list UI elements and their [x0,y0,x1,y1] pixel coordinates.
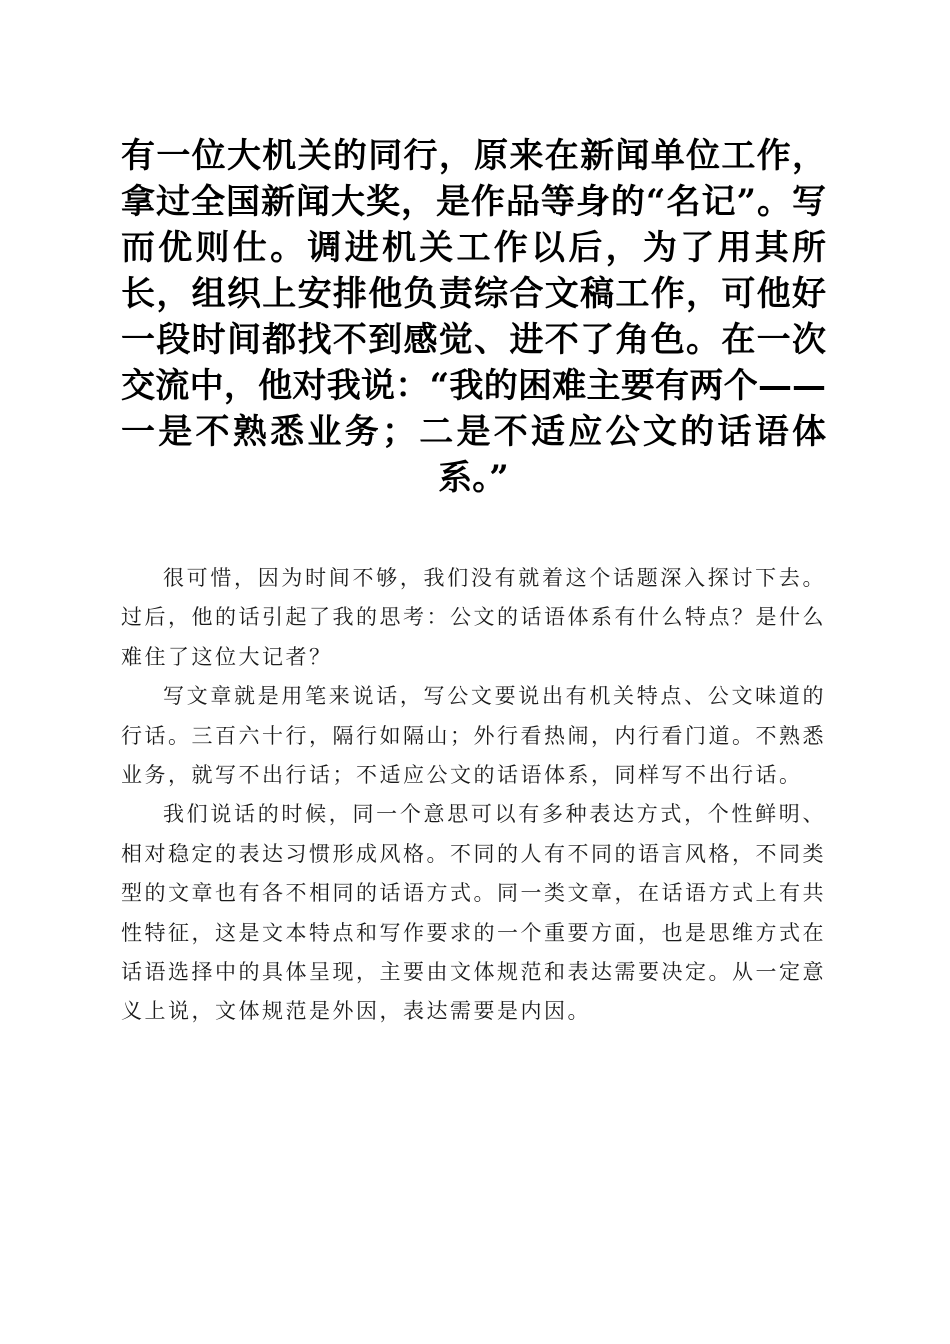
body-text [121,559,826,1032]
paragraph-2: 写文章就是用笔来说话，写公文要说出有机关特点、公文味道的行话。三百六十行，隔行如隔山；外行看热闹，内行看门道。不熟悉业务，就写不出行话；不适应公文的话语体系，同样写不出行话。 [121,684,826,788]
document-page [121,133,826,1032]
paragraph-1: 很可惜，因为时间不够，我们没有就着这个话题深入探讨下去。过后，他的话引起了我的思考：公文的话语体系有什么特点？是什么难住了这位大记者？ [121,566,826,669]
lead-heading: 有一位大机关的同行，原来在新闻单位工作，拿过全国新闻大奖，是作品等身的“名记”。写而优则仕。调进机关工作以后，为了用其所长，组织上安排他负责综合文稿工作，可他好一段时间都找不到感觉、进不了角色。在一次交流中，他对我说：“我的困难主要有两个——一是不熟悉业务；二是不适应公文的话语体系。” [121,136,826,498]
paragraph-3: 我们说话的时候，同一个意思可以有多种表达方式，个性鲜明、相对稳定的表达习惯形成风格。不同的人有不同的语言风格，不同类型的文章也有各不相同的话语方式。同一类文章，在话语方式上有共性特征，这是文本特点和写作要求的一个重要方面，也是思维方式在话语选择中的具体呈现，主要由文体规范和表达需要决定。从一定意义上说，文体规范是外因，表达需要是内因。 [121,802,826,1024]
